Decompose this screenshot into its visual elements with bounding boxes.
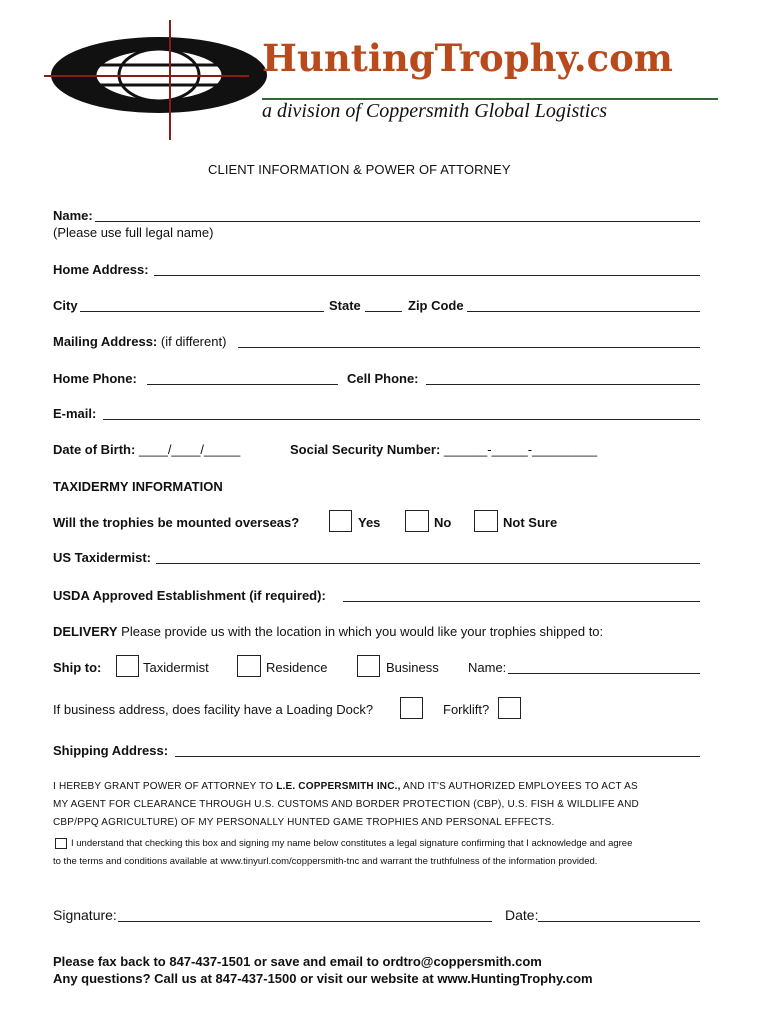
overseas-question: Will the trophies be mounted overseas?	[53, 515, 300, 530]
form-title: CLIENT INFORMATION & POWER OF ATTORNEY	[208, 162, 511, 177]
ship-business-label: Business	[386, 660, 439, 675]
ship-residence-label: Residence	[266, 660, 328, 675]
dob-label: Date of Birth:	[53, 442, 136, 457]
shipping-address-label: Shipping Address:	[53, 743, 169, 758]
brand-tagline: a division of Coppersmith Global Logistics	[262, 100, 608, 122]
loading-dock-checkbox[interactable]	[400, 697, 423, 719]
ship-residence-checkbox[interactable]	[237, 655, 261, 677]
ssn-label: Social Security Number:	[290, 442, 441, 457]
cell-phone-label: Cell Phone:	[347, 371, 419, 386]
overseas-yes-label: Yes	[358, 515, 381, 530]
poa-line-1	[53, 781, 638, 792]
us-taxidermist-label: US Taxidermist:	[53, 550, 152, 565]
ship-name-field[interactable]	[508, 673, 700, 674]
zip-field[interactable]	[467, 311, 700, 312]
signature-field[interactable]	[118, 921, 492, 922]
date-field[interactable]	[538, 921, 700, 922]
brand-name: HuntingTrophy.com	[262, 36, 673, 80]
overseas-not-sure-label: Not Sure	[503, 515, 558, 530]
ship-taxidermist-label: Taxidermist	[143, 660, 209, 675]
delivery-heading: DELIVERY	[53, 624, 118, 639]
mailing-address-field[interactable]	[238, 347, 700, 348]
ship-to-label: Ship to:	[53, 660, 102, 675]
poa-company: L.E. COPPERSMITH INC.,	[276, 781, 401, 792]
email-field[interactable]	[103, 419, 700, 420]
footer-fax-line: Please fax back to 847-437-1501 or save and email to ordtro@coppersmith.com	[53, 954, 542, 969]
dob-field[interactable]: ____/____/_____	[138, 442, 241, 457]
name-label: Name:	[53, 208, 93, 223]
cell-phone-field[interactable]	[426, 384, 700, 385]
name-field[interactable]	[95, 221, 700, 222]
shipping-address-field[interactable]	[175, 756, 700, 757]
mailing-address-row	[53, 334, 226, 349]
poa-line-3: CBP/PPQ AGRICULTURE) OF MY PERSONALLY HUNTED GAME TROPHIES AND PERSONAL EFFECTS.	[53, 817, 555, 828]
name-hint: (Please use full legal name)	[53, 225, 214, 240]
ssn-row[interactable]	[290, 442, 597, 457]
delivery-instruction-row	[53, 624, 603, 639]
city-label: City	[53, 298, 78, 313]
home-phone-field[interactable]	[147, 384, 338, 385]
dob-row[interactable]	[53, 442, 240, 457]
state-field[interactable]	[365, 311, 402, 312]
poa-line-1-post: AND IT'S AUTHORIZED EMPLOYEES TO ACT AS	[403, 781, 638, 792]
consent-checkbox[interactable]	[55, 838, 67, 849]
home-address-field[interactable]	[154, 275, 700, 276]
ship-name-label: Name:	[468, 660, 507, 675]
poa-line-2: MY AGENT FOR CLEARANCE THROUGH U.S. CUSTOMS AND BORDER PROTECTION (CBP), U.S. FISH & WILDLIFE AND	[53, 799, 639, 810]
ship-business-checkbox[interactable]	[357, 655, 380, 677]
ship-taxidermist-checkbox[interactable]	[116, 655, 139, 677]
consent-line-2: to the terms and conditions available at www.tinyurl.com/coppersmith-tnc and warrant the truthfulness of the information provided.	[53, 856, 598, 867]
poa-line-1-pre: I HEREBY GRANT POWER OF ATTORNEY TO	[53, 781, 274, 792]
loading-dock-question: If business address, does facility have a Loading Dock?	[53, 702, 374, 717]
overseas-yes-checkbox[interactable]	[329, 510, 352, 532]
city-field[interactable]	[80, 311, 324, 312]
home-address-label: Home Address:	[53, 262, 149, 277]
state-label: State	[329, 298, 361, 313]
overseas-not-sure-checkbox[interactable]	[474, 510, 498, 532]
usda-field[interactable]	[343, 601, 700, 602]
ssn-field[interactable]: ______-_____-_________	[443, 442, 598, 457]
overseas-no-checkbox[interactable]	[405, 510, 429, 532]
mailing-address-label: Mailing Address:	[53, 334, 158, 349]
overseas-no-label: No	[434, 515, 452, 530]
forklift-checkbox[interactable]	[498, 697, 521, 719]
mailing-address-hint: (if different)	[160, 334, 227, 349]
footer-contact-line: Any questions? Call us at 847-437-1500 or visit our website at www.HuntingTrophy.com	[53, 971, 593, 986]
usda-label: USDA Approved Establishment (if required):	[53, 588, 326, 603]
delivery-instruction: Please provide us with the location in which you would like your trophies shipped to:	[121, 624, 604, 639]
zip-label: Zip Code	[408, 298, 464, 313]
home-phone-label: Home Phone:	[53, 371, 137, 386]
us-taxidermist-field[interactable]	[156, 563, 700, 564]
date-label: Date:	[505, 907, 539, 923]
taxidermy-heading: TAXIDERMY INFORMATION	[53, 479, 223, 494]
email-label: E-mail:	[53, 406, 97, 421]
consent-line-1: I understand that checking this box and signing my name below constitutes a legal signature confirming that I acknowledge and agree	[71, 838, 633, 849]
forklift-label: Forklift?	[443, 702, 490, 717]
signature-label: Signature:	[53, 907, 117, 923]
